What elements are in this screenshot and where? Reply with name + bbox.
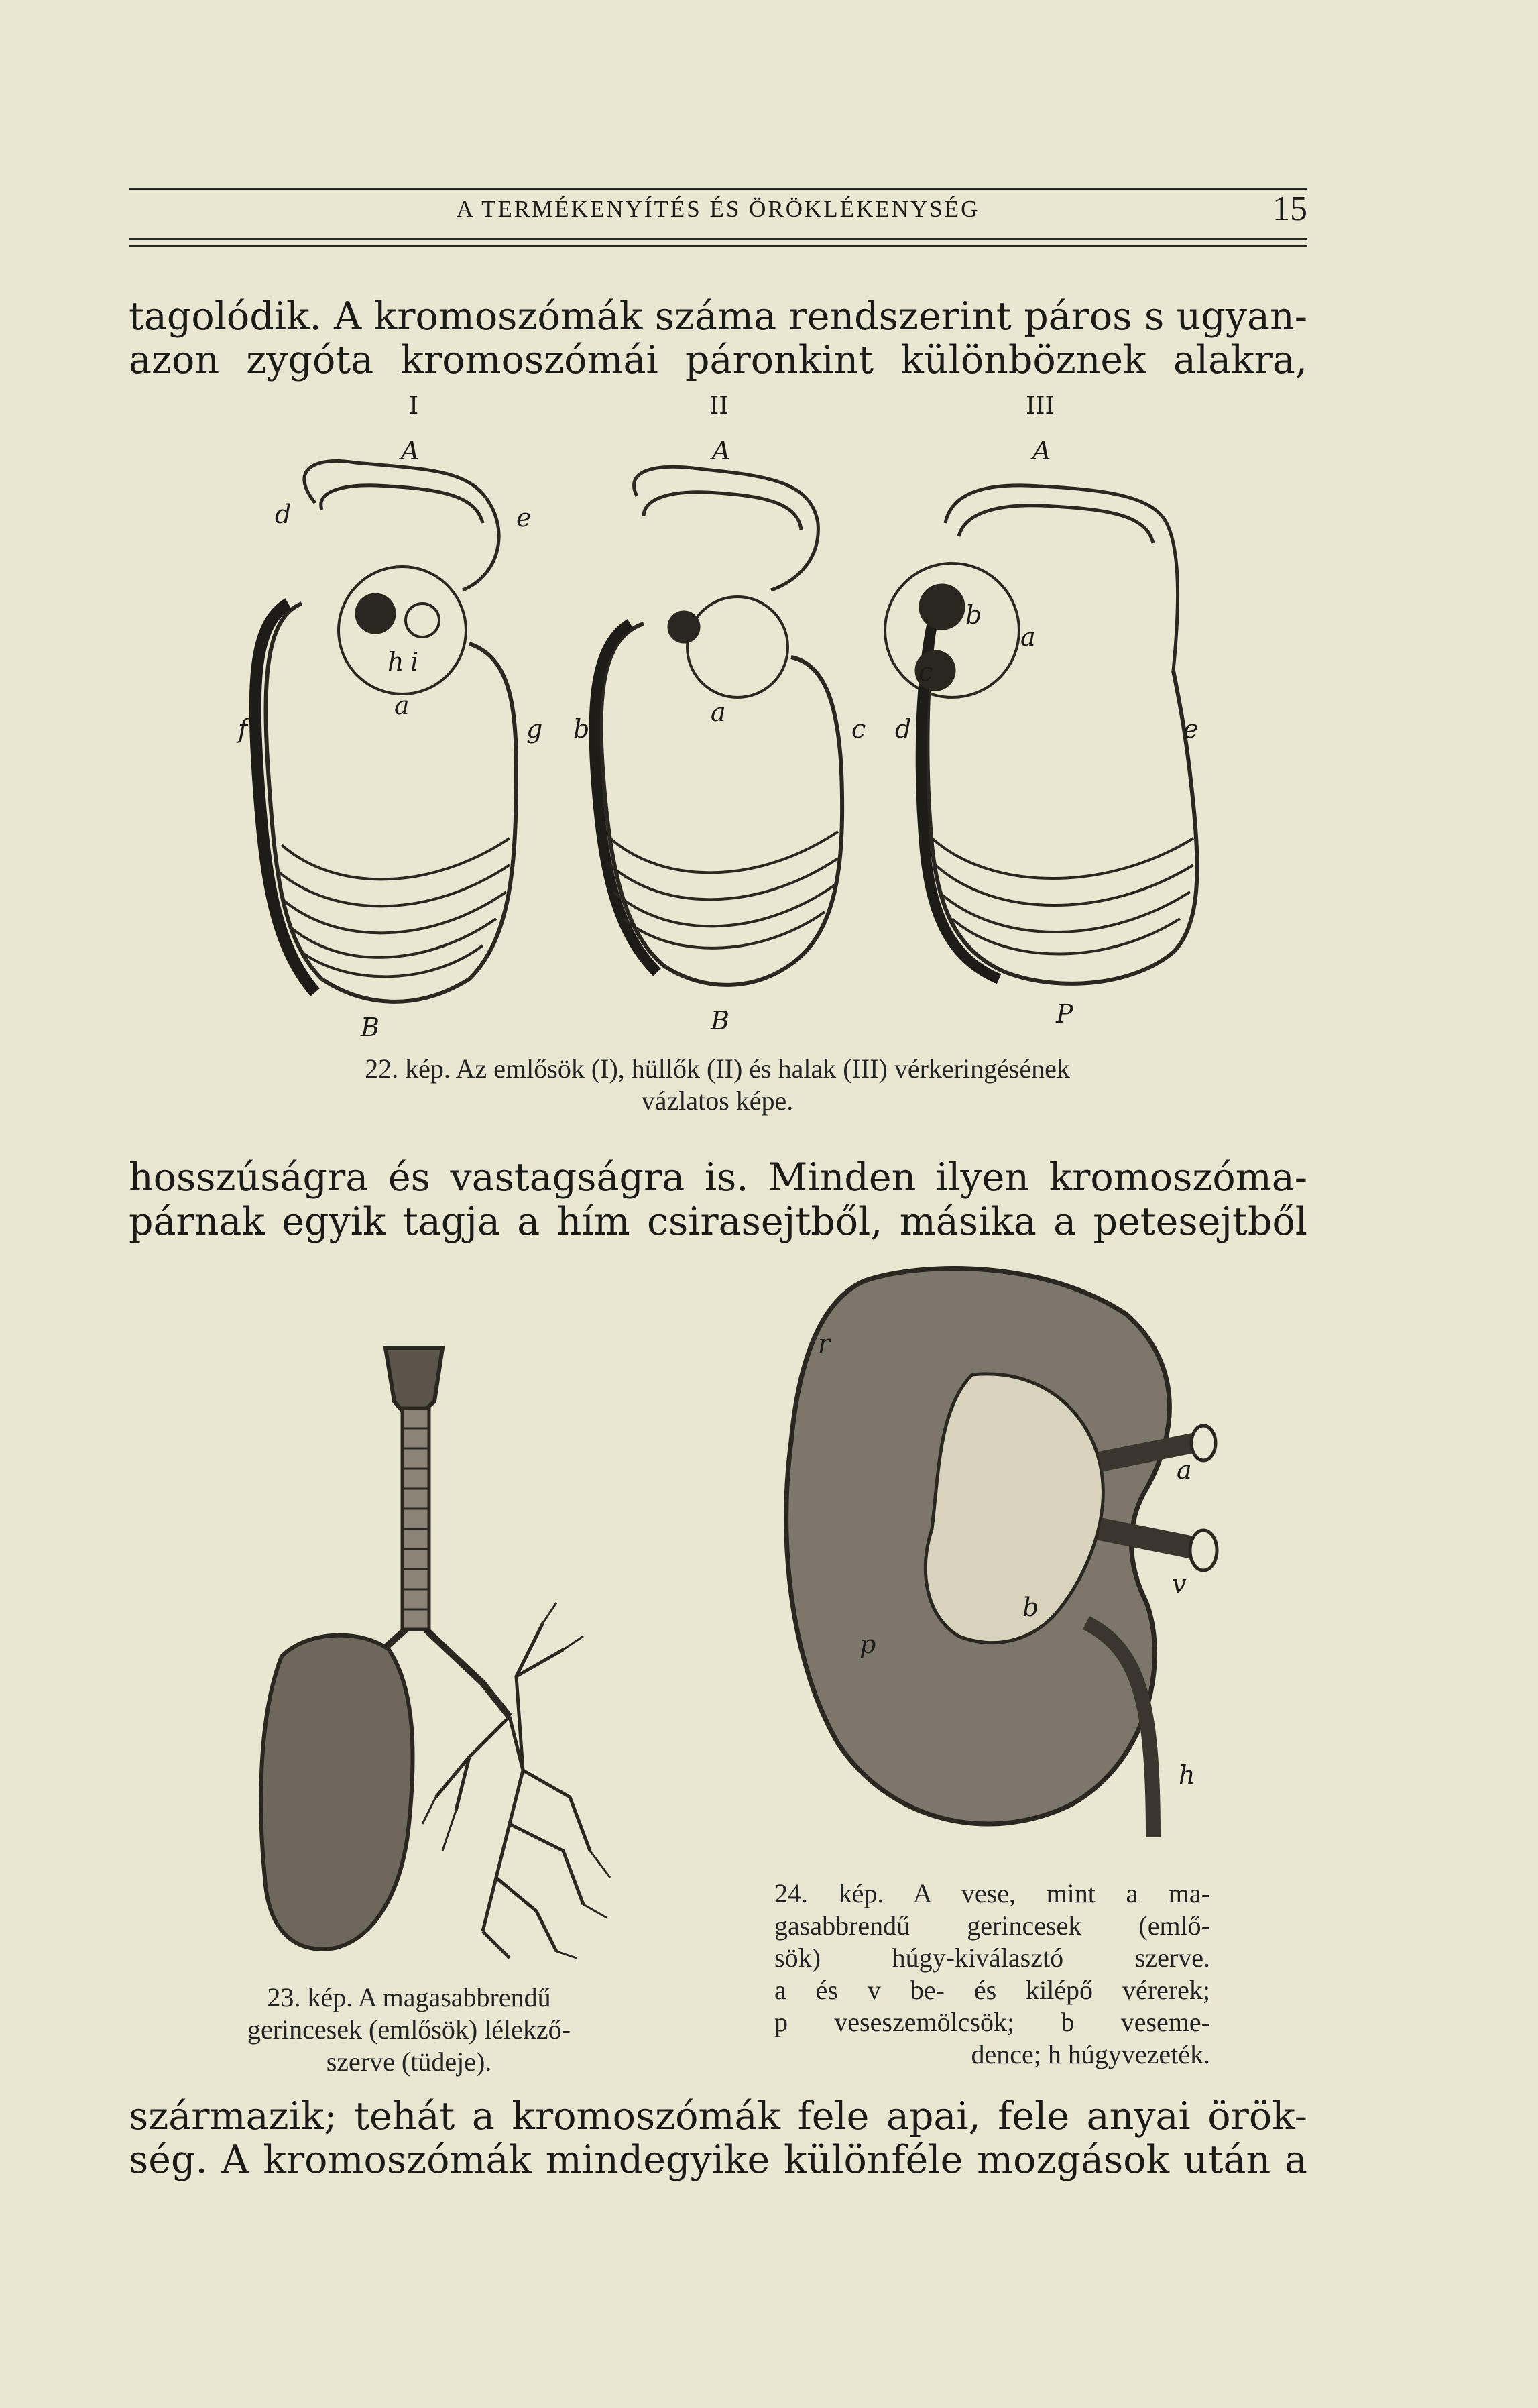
- caption-line: 23. kép. A magasabbrendű: [267, 1982, 551, 2012]
- label-II-b: b: [573, 714, 590, 744]
- label-kidney-r: r: [818, 1329, 831, 1359]
- label-I-a: a: [394, 691, 410, 720]
- label-kidney-b: b: [1022, 1593, 1039, 1622]
- label-II-a: a: [711, 697, 726, 727]
- panel-label-II: II: [709, 392, 729, 420]
- caption-line: gerincesek (emlősök) lélekző-: [247, 2014, 571, 2045]
- label-I-f: f: [238, 714, 248, 744]
- label-kidney-h: h: [1179, 1760, 1195, 1790]
- label-I-h: h: [388, 647, 404, 677]
- label-I-g: g: [526, 714, 543, 744]
- label-kidney-p: p: [860, 1629, 876, 1659]
- label-I-d: d: [275, 500, 292, 529]
- body-line: párnak egyik tagja a hím csirasejtből, másika a petesejtből: [129, 1200, 1307, 1244]
- label-I-e: e: [516, 503, 532, 532]
- body-line: ség. A kromoszómák mindegyike különféle mozgások után a: [129, 2138, 1307, 2182]
- body-line: tagolódik. A kromoszómák száma rendszerint páros s ugyan-: [129, 294, 1307, 339]
- figure-24-caption: [774, 1878, 1210, 2071]
- caption-line: 22. kép. Az emlősök (I), hüllők (II) és halak (III) vérkeringésének: [365, 1053, 1070, 1084]
- body-line: azon zygóta kromoszómái páronkint különböznek alakra,: [129, 338, 1307, 382]
- label-kidney-a: a: [1177, 1455, 1192, 1485]
- label-kidney-v: v: [1172, 1569, 1187, 1599]
- caption-line: vázlatos képe.: [641, 1086, 794, 1116]
- caption-line: dence; h húgyvezeték.: [971, 2039, 1210, 2069]
- label-I-B: B: [361, 1013, 379, 1042]
- label-I-i: i: [410, 647, 419, 677]
- label-III-P: P: [1056, 999, 1073, 1029]
- label-III-d: d: [895, 714, 912, 744]
- label-III-a: a: [1020, 622, 1036, 652]
- body-line: származik; tehát a kromoszómák fele apai, fele anyai örök-: [129, 2094, 1307, 2138]
- label-II-B: B: [711, 1006, 729, 1035]
- label-III-A: A: [1032, 436, 1051, 465]
- label-I-A: A: [401, 436, 420, 465]
- caption-line: p veseszemölcsök; b veseme-: [774, 2007, 1210, 2037]
- lung-drawing: [261, 1348, 610, 1958]
- label-III-b: b: [965, 600, 982, 630]
- panel-label-I: I: [409, 392, 419, 420]
- caption-line: 24. kép. A vese, mint a ma-: [774, 1878, 1210, 1908]
- running-title: A TERMÉKENYÍTÉS ÉS ÖRÖKLÉKENYSÉG: [456, 196, 980, 222]
- label-III-e: e: [1183, 714, 1199, 744]
- label-II-c: c: [851, 714, 866, 744]
- caption-line: a és v be- és kilépő vérerek;: [774, 1975, 1210, 2005]
- figure-23-caption: [201, 1982, 617, 2078]
- page-number: 15: [1273, 190, 1307, 228]
- caption-line: szerve (tüdeje).: [326, 2047, 492, 2077]
- label-II-A: A: [712, 436, 731, 465]
- caption-line: sök) húgy-kiválasztó szerve.: [774, 1943, 1210, 1973]
- label-III-c: c: [919, 657, 933, 687]
- kidney-drawing: [786, 1269, 1217, 1837]
- caption-line: gasabbrendű gerincesek (emlő-: [774, 1910, 1210, 1941]
- body-line: hosszúságra és vastagságra is. Minden ilyen kromoszóma-: [129, 1155, 1307, 1200]
- panel-label-III: III: [1026, 392, 1055, 420]
